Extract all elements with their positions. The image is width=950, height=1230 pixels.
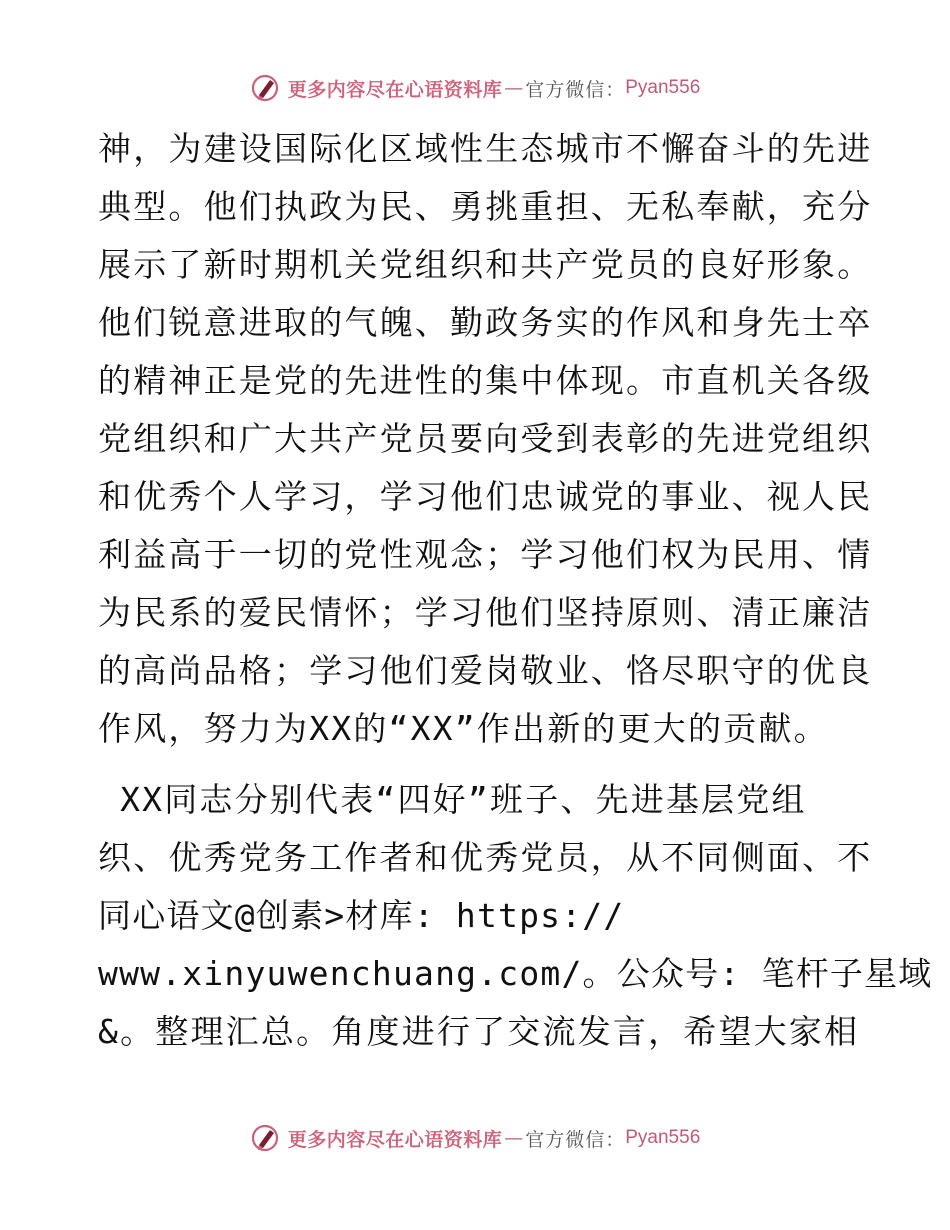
- text-line: 他们锐意进取的气魄、勤政务实的作风和身先士卒: [98, 303, 873, 342]
- header-dash: —: [504, 77, 524, 99]
- text-line: 作风，努力为XX的“XX”作出新的更大的贡献。: [98, 709, 829, 748]
- text-line-url: www.xinyuwenchuang.com/。公众号: 笔杆子星域: [98, 954, 933, 993]
- text-line: 神，为建设国际化区域性生态城市不懈奋斗的先进: [98, 129, 873, 168]
- text-line: 为民系的爱民情怀；学习他们坚持原则、清正廉洁: [98, 593, 873, 632]
- text-line: 党组织和广大共产党员要向受到表彰的先进党组织: [98, 419, 873, 458]
- header-wechat-id: Pyan556: [625, 77, 701, 98]
- footer-banner: [0, 1122, 950, 1154]
- text-line: 和优秀个人学习，学习他们忠诚党的事业、视人民: [98, 477, 873, 516]
- text-line: 的高尚品格；学习他们爱岗敬业、恪尽职守的优良: [98, 651, 873, 690]
- document-body: [98, 120, 933, 1061]
- footer-wechat-label: 官方微信：: [525, 1128, 626, 1151]
- text-line: 展示了新时期机关党组织和共产党员的良好形象。: [98, 245, 873, 284]
- paragraph-2: [98, 771, 933, 1061]
- text-line: 的精神正是党的先进性的集中体现。市直机关各级: [98, 361, 873, 400]
- text-line: &。整理汇总。角度进行了交流发言，希望大家相: [98, 1012, 860, 1051]
- footer-wechat-id: Pyan556: [625, 1127, 701, 1148]
- footer-dash: —: [504, 1127, 524, 1149]
- header-slogan: 更多内容尽在心语资料库: [287, 78, 503, 101]
- text-line-link: 同心语文@创素>材库: https://: [98, 896, 625, 935]
- header-banner: [0, 72, 950, 104]
- text-line: 织、优秀党务工作者和优秀党员，从不同侧面、不: [98, 838, 873, 877]
- paragraph-1: [98, 120, 873, 758]
- text-line: XX同志分别代表“四好”班子、先进基层党组: [98, 780, 807, 819]
- text-line: 利益高于一切的党性观念；学习他们权为民用、情: [98, 535, 873, 574]
- pen-nib-logo-icon: [250, 72, 282, 104]
- paragraph-gap: [98, 758, 868, 771]
- header-wechat-label: 官方微信：: [525, 78, 626, 101]
- text-line: 典型。他们执政为民、勇挑重担、无私奉献，充分: [98, 187, 873, 226]
- footer-slogan: 更多内容尽在心语资料库: [287, 1128, 503, 1151]
- pen-nib-logo-icon: [250, 1122, 282, 1154]
